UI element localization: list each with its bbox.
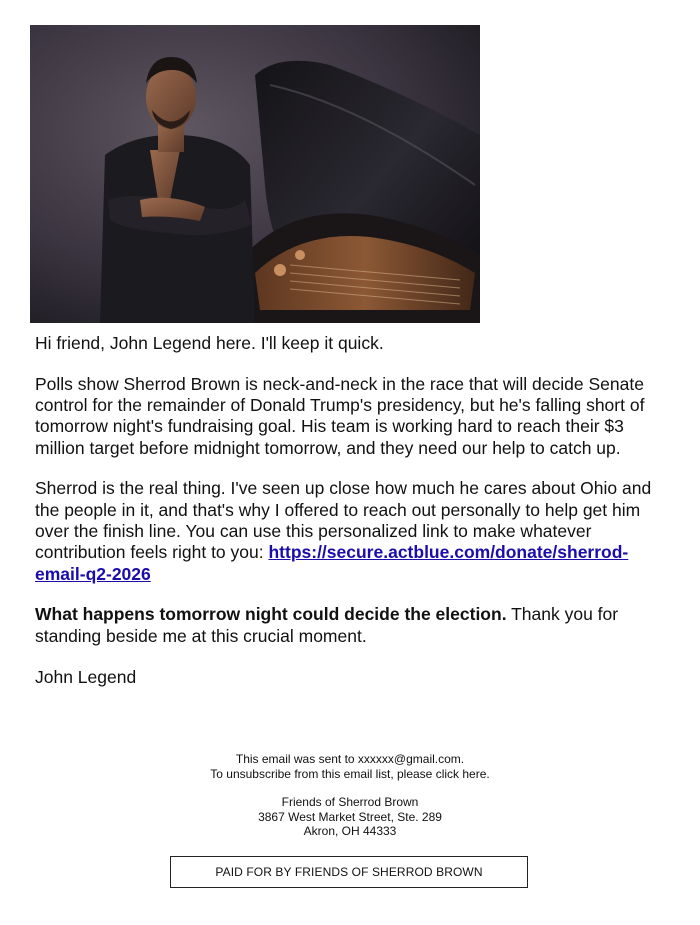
paragraph-real-thing [35,478,667,584]
paragraph-closing [35,604,667,647]
paid-for-disclaimer: PAID FOR BY FRIENDS OF SHERROD BROWN [170,856,528,888]
donate-link[interactable]: https://secure.actblue.com/donate/sherrod-email-q2-2026 [35,542,629,584]
paragraph-real-thing-text: Sherrod is the real thing. I've seen up close how much he cares about Ohio and the people in it, and that's why I offered to reach out personally to help get him over the finish line. You can use this personalized link to make whatever contribution feels right to you: [35,478,652,563]
email-body [35,333,667,707]
greeting: Hi friend, John Legend here. I'll keep it quick. [35,333,384,353]
closing-bold: What happens tomorrow night could decide the election. [35,604,507,625]
closing-rest: Thank you for standing beside me at this crucial moment. [35,604,619,646]
photo-man-with-piano [30,25,480,323]
signature: John Legend [35,666,137,687]
email-footer [0,752,700,839]
sent-to-line: This email was sent to xxxxxx@gmail.com. [235,752,465,766]
paragraph-polls: Polls show Sherrod Brown is neck-and-neck in the race that will decide Senate control for the remainder of Donald Trump's presidency, but he's falling short of tomorrow night's fundraising goal. His team is working hard to reach their $3 million target before midnight tomorrow, and they need our help to catch up. [35,373,645,458]
hero-photo [30,25,480,323]
org-city: Akron, OH 44333 [303,824,397,838]
unsubscribe-line[interactable]: To unsubscribe from this email list, please click here. [210,766,490,781]
org-name: Friends of Sherrod Brown [281,795,419,809]
org-street: 3867 West Market Street, Ste. 289 [258,809,442,824]
